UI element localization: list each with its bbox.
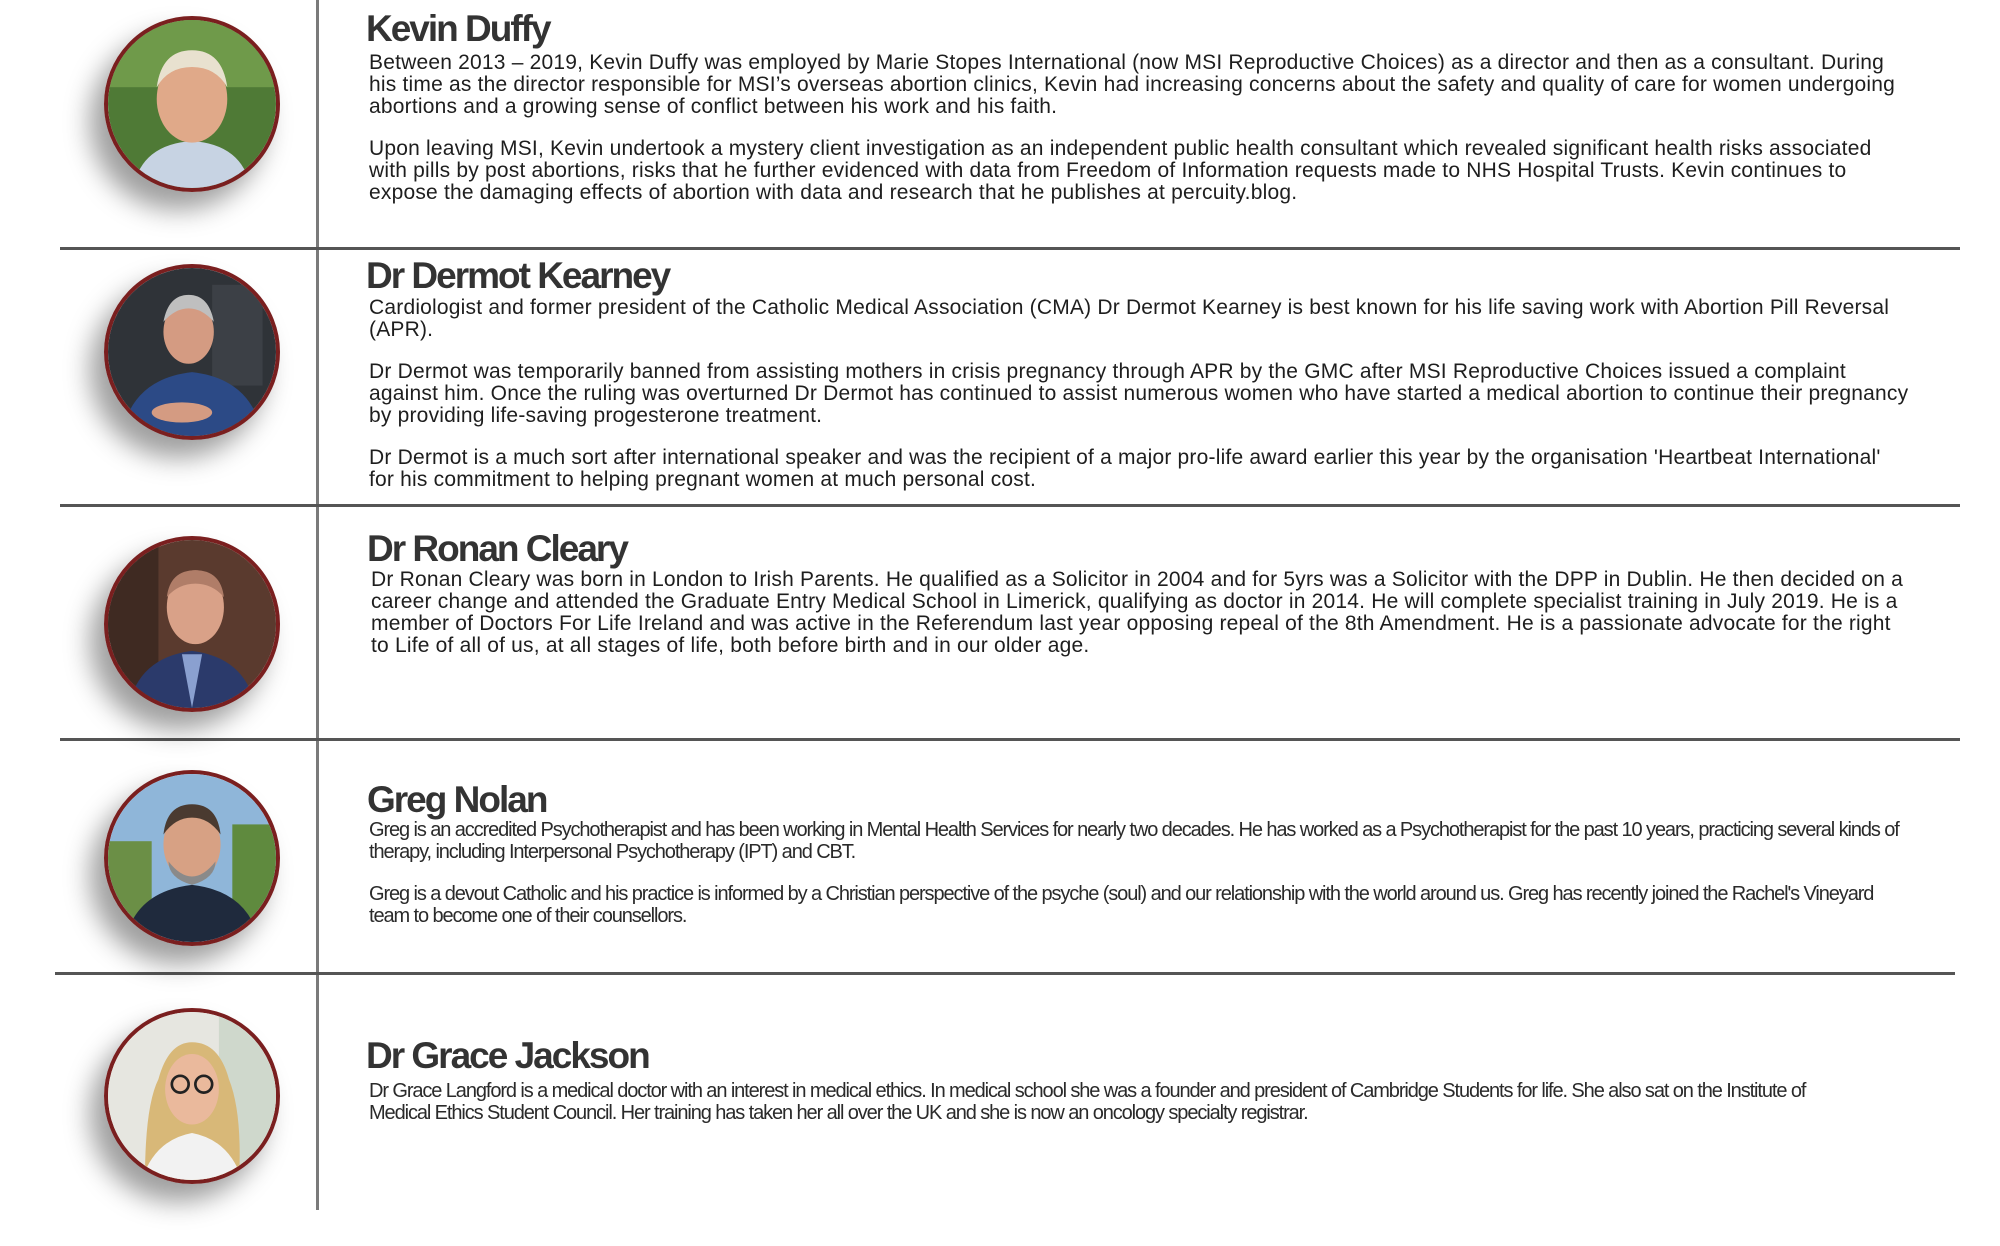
bio-paragraph: Dr Dermot is a much sort after international speaker and was the recipient of a major pro-life award earlier this year by the organisation 'Heartbeat International' for his commitment to helping pregnant women at much personal cost. xyxy=(369,446,1881,491)
person-name: Dr Dermot Kearney xyxy=(366,255,670,296)
person-bio xyxy=(369,1080,1849,1144)
bio-paragraph: Greg is a devout Catholic and his practice is informed by a Christian perspective of the psyche (soul) and our relationship with the world around us. Greg has recently joined the Rachel's Vineyard team to become one of their counsellors. xyxy=(369,883,1874,927)
portrait-photo-grace-jackson xyxy=(104,1008,280,1184)
bio-paragraph: Cardiologist and former president of the Catholic Medical Association (CMA) Dr Dermot Kearney is best known for his life saving work with Abortion Pill Reversal (APR). xyxy=(369,296,1890,341)
person-name: Dr Ronan Cleary xyxy=(367,528,627,569)
portrait-photo-greg-nolan xyxy=(104,770,280,946)
person-name: Kevin Duffy xyxy=(366,8,550,49)
vertical-divider xyxy=(316,0,319,1210)
row-divider-1 xyxy=(60,247,1960,250)
person-bio xyxy=(371,569,1911,677)
portrait-icon xyxy=(108,540,276,708)
portrait-icon xyxy=(108,20,276,188)
person-bio xyxy=(369,52,1909,224)
bio-paragraph: Upon leaving MSI, Kevin undertook a mystery client investigation as an independent public health consultant which revealed significant health risks associated with pills by post abortions, risks that he further evidenced with data from Freedom of Information requests made to NHS Hospital Trusts. Kevin continues to expose the damaging effects of abortion with data and research that he publishes at percuity.blog. xyxy=(369,137,1872,204)
portrait-icon xyxy=(108,1012,276,1180)
bio-paragraph: Dr Dermot was temporarily banned from assisting mothers in crisis pregnancy through APR by the GMC after MSI Reproductive Choices issued a complaint against him. Once the ruling was overturned Dr Dermot has continued to assist numerous women who have started a medical abortion to continue their pregnancy by providing life-saving progesterone treatment. xyxy=(369,360,1909,427)
portrait-photo-kevin-duffy xyxy=(104,16,280,192)
row-divider-3 xyxy=(60,738,1960,741)
person-name: Greg Nolan xyxy=(367,779,547,820)
bio-paragraph: Dr Grace Langford is a medical doctor with an interest in medical ethics. In medical school she was a founder and president of Cambridge Students for life. She also sat on the Institute of Medical Ethics Student Council. Her training has taken her all over the UK and she is now an oncology specialty registrar. xyxy=(369,1080,1806,1124)
portrait-icon xyxy=(108,774,276,942)
person-name: Dr Grace Jackson xyxy=(366,1035,649,1076)
portrait-photo-dermot-kearney xyxy=(104,264,280,440)
person-bio xyxy=(369,819,1909,947)
person-bio xyxy=(369,297,1909,511)
bio-paragraph: Dr Ronan Cleary was born in London to Irish Parents. He qualified as a Solicitor in 2004 and for 5yrs was a Solicitor with the DPP in Dublin. He then decided on a career change and attended the Graduate Entry Medical School in Limerick, qualifying as doctor in 2014. He will complete specialist training in July 2019. He is a member of Doctors For Life Ireland and was active in the Referendum last year opposing repeal of the 8th Amendment. He is a passionate advocate for the right to Life of all of us, at all stages of life, both before birth and in our older age. xyxy=(371,568,1903,657)
row-divider-4 xyxy=(55,972,1955,975)
bio-paragraph: Between 2013 – 2019, Kevin Duffy was employed by Marie Stopes International (now MSI Reproductive Choices) as a director and then as a consultant. During his time as the director responsible for MSI’s overseas abortion clinics, Kevin had increasing concerns about the safety and quality of care for women undergoing abortions and a growing sense of conflict between his work and his faith. xyxy=(369,51,1895,118)
portrait-photo-ronan-cleary xyxy=(104,536,280,712)
bio-paragraph: Greg is an accredited Psychotherapist and has been working in Mental Health Services for nearly two decades. He has worked as a Psychotherapist for the past 10 years, practicing several kinds of therapy, including Interpersonal Psychotherapy (IPT) and CBT. xyxy=(369,819,1899,863)
portrait-icon xyxy=(108,268,276,436)
